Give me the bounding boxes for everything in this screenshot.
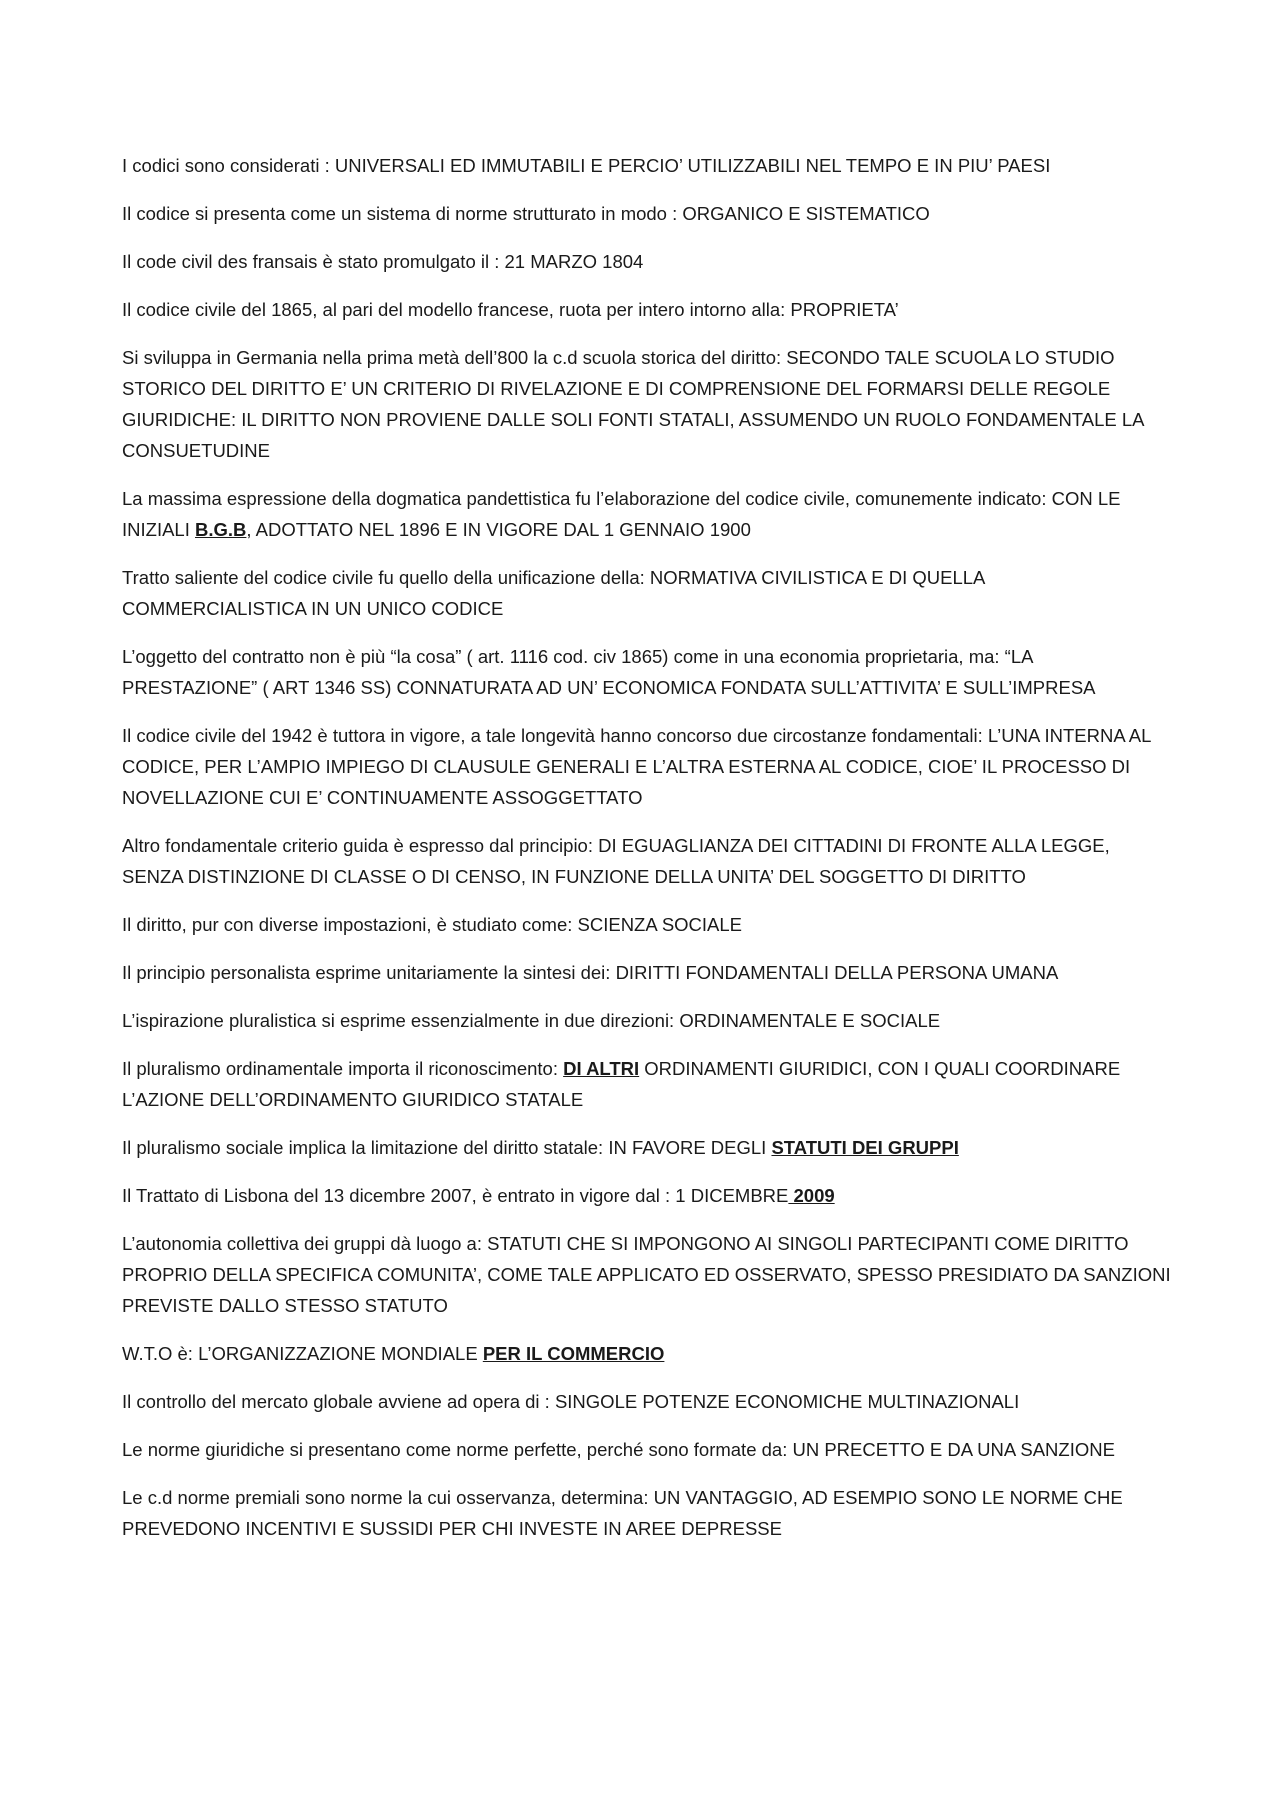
paragraph-lisbona-pre: Il Trattato di Lisbona del 13 dicembre 2007, è entrato in vigore dal : 1 DICEMBRE xyxy=(122,1185,789,1206)
paragraph-unificazione: Tratto saliente del codice civile fu quello della unificazione della: NORMATIVA CIVILISTICA E DI QUELLA COMMERCIALISTICA IN UN UNICO CODICE xyxy=(122,567,985,619)
paragraph-universali: I codici sono considerati : UNIVERSALI ED IMMUTABILI E PERCIO’ UTILIZZABILI NEL TEMPO E IN PIU’ PAESI xyxy=(122,155,1051,176)
paragraph-sociale-highlight: STATUTI DEI GRUPPI xyxy=(771,1137,959,1158)
paragraph-eguaglianza: Altro fondamentale criterio guida è espresso dal principio: DI EGUAGLIANZA DEI CITTADINI DI FRONTE ALLA LEGGE, SENZA DISTINZIONE DI CLASSE O DI CENSO, IN FUNZIONE DELLA UNITA’ DEL SOGGETTO DI DIRITTO xyxy=(122,835,1110,887)
paragraph-bgb-post: , ADOTTATO NEL 1896 E IN VIGORE DAL 1 GENNAIO 1900 xyxy=(246,519,751,540)
paragraph-ordinamentale-pre: Il pluralismo ordinamentale importa il riconoscimento: xyxy=(122,1058,564,1079)
paragraph-wto-pre: W.T.O è: L’ORGANIZZAZIONE MONDIALE xyxy=(122,1343,483,1364)
paragraph-codice-1942: Il codice civile del 1942 è tuttora in vigore, a tale longevità hanno concorso due circostanze fondamentali: L’UNA INTERNA AL CODICE, PER L’AMPIO IMPIEGO DI CLAUSULE GENERALI E L’ALTRA ESTERNA AL CODICE, CIOE’ IL PROCESSO DI NOVELLAZIONE CUI E’ CONTINUAMENTE ASSOGGETTATO xyxy=(122,725,1151,808)
paragraph-bgb-highlight: B.G.B xyxy=(195,519,247,540)
paragraph-scuola-storica: Si sviluppa in Germania nella prima metà dell’800 la c.d scuola storica del diritto: SECONDO TALE SCUOLA LO STUDIO STORICO DEL DIRITTO E’ UN CRITERIO DI RIVELAZIONE E DI COMPRENSIONE DEL FORMARSI DELLE REGOLE GIURIDICHE: IL DIRITTO NON PROVIENE DALLE SOLI FONTI STATALI, ASSUMENDO UN RUOLO FONDAMENTALE LA CONSUETUDINE xyxy=(122,347,1144,461)
paragraph-code-civil: Il code civil des fransais è stato promulgato il : 21 MARZO 1804 xyxy=(122,251,644,272)
paragraph-oggetto-contratto: L’oggetto del contratto non è più “la cosa” ( art. 1116 cod. civ 1865) come in una economia proprietaria, ma: “LA PRESTAZIONE” ( ART 1346 SS) CONNATURATA AD UN’ ECONOMICA FONDATA SULL’ATTIVITA’ E SULL’IMPRESA xyxy=(122,646,1096,698)
paragraph-scienza-sociale: Il diritto, pur con diverse impostazioni, è studiato come: SCIENZA SOCIALE xyxy=(122,914,743,935)
paragraph-pluralismo-sociale xyxy=(122,1132,1172,1163)
paragraph-organico: Il codice si presenta come un sistema di norme strutturato in modo : ORGANICO E SISTEMATICO xyxy=(122,203,930,224)
paragraph-sociale-pre: Il pluralismo sociale implica la limitazione del diritto statale: IN FAVORE DEGLI xyxy=(122,1137,772,1158)
paragraph-mercato-globale: Il controllo del mercato globale avviene ad opera di : SINGOLE POTENZE ECONOMICHE MULTINAZIONALI xyxy=(122,1391,1020,1412)
paragraph-autonomia-collettiva: L’autonomia collettiva dei gruppi dà luogo a: STATUTI CHE SI IMPONGONO AI SINGOLI PARTECIPANTI COME DIRITTO PROPRIO DELLA SPECIFICA COMUNITA’, COME TALE APPLICATO ED OSSERVATO, SPESSO PRESIDIATO DA SANZIONI PREVISTE DALLO STESSO STATUTO xyxy=(122,1233,1171,1316)
paragraph-lisbona xyxy=(122,1180,1172,1211)
paragraph-pluralismo-ordinamentale xyxy=(122,1053,1172,1115)
paragraph-wto xyxy=(122,1338,1172,1369)
paragraph-norme-perfette: Le norme giuridiche si presentano come norme perfette, perché sono formate da: UN PRECETTO E DA UNA SANZIONE xyxy=(122,1439,1115,1460)
document-page xyxy=(122,150,1172,1561)
paragraph-ordinamentale-highlight: DI ALTRI xyxy=(563,1058,640,1079)
paragraph-personalista: Il principio personalista esprime unitariamente la sintesi dei: DIRITTI FONDAMENTALI DELLA PERSONA UMANA xyxy=(122,962,1059,983)
paragraph-bgb xyxy=(122,483,1172,545)
paragraph-ordinamentale-post: ORDINAMENTI GIURIDICI, CON I QUALI COORDINARE L’AZIONE DELL’ORDINAMENTO GIURIDICO STATALE xyxy=(122,1058,1121,1110)
paragraph-pluralistica: L’ispirazione pluralistica si esprime essenzialmente in due direzioni: ORDINAMENTALE E SOCIALE xyxy=(122,1010,941,1031)
paragraph-bgb-pre: La massima espressione della dogmatica pandettistica fu l’elaborazione del codice civile, comunemente indicato: CON LE INIZIALI xyxy=(122,488,1121,540)
paragraph-codice-1865: Il codice civile del 1865, al pari del modello francese, ruota per intero intorno alla: PROPRIETA’ xyxy=(122,299,899,320)
paragraph-norme-premiali: Le c.d norme premiali sono norme la cui osservanza, determina: UN VANTAGGIO, AD ESEMPIO SONO LE NORME CHE PREVEDONO INCENTIVI E SUSSIDI PER CHI INVESTE IN AREE DEPRESSE xyxy=(122,1487,1123,1539)
paragraph-wto-highlight: PER IL COMMERCIO xyxy=(482,1343,665,1364)
paragraph-lisbona-highlight: 2009 xyxy=(788,1185,835,1206)
